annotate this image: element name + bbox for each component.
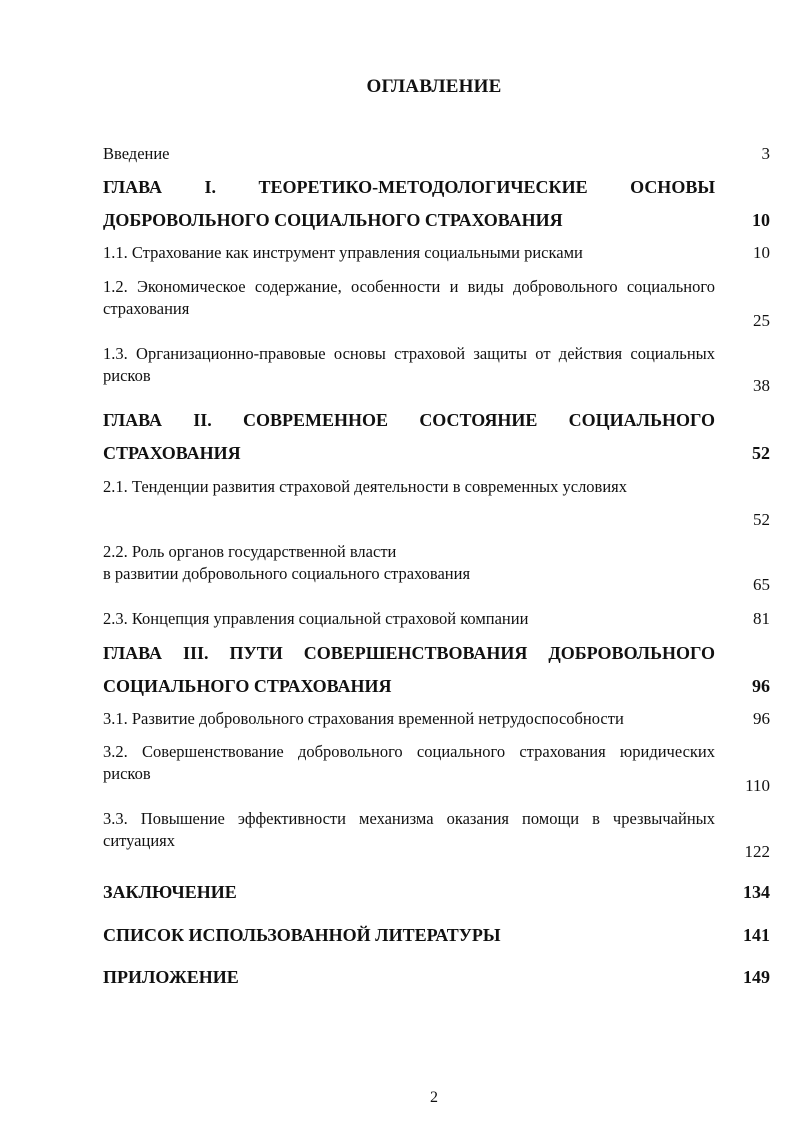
toc-entry-references[interactable] xyxy=(103,924,770,948)
chapter-title-line-1: ГЛАВА II. СОВРЕМЕННОЕ СОСТОЯНИЕ СОЦИАЛЬНОГО xyxy=(103,410,715,430)
chapter-title-line-2: СОЦИАЛЬНОГО СТРАХОВАНИЯ xyxy=(103,676,392,696)
toc-entry-page: 65 xyxy=(753,575,770,594)
toc-entry-label-line-1: 2.2. Роль органов государственной власти xyxy=(103,542,397,561)
toc-entry-page: 81 xyxy=(753,609,770,628)
toc-entry-label: 3.1. Развитие добровольного страхования временной нетрудоспособности xyxy=(103,709,624,728)
toc-entry-conclusion[interactable] xyxy=(103,881,770,905)
toc-entry-introduction[interactable] xyxy=(103,143,770,167)
toc-entry-page: 122 xyxy=(744,842,770,861)
toc-section-3-2[interactable] xyxy=(103,741,770,797)
toc-entry-page: 10 xyxy=(753,243,770,262)
page-number: 2 xyxy=(430,1089,438,1106)
chapter-title xyxy=(103,171,715,237)
toc-entry-label: СПИСОК ИСПОЛЬЗОВАННОЙ ЛИТЕРАТУРЫ xyxy=(103,925,501,945)
toc-entry-page: 10 xyxy=(752,210,770,230)
toc-entry-label xyxy=(103,541,715,585)
toc-entry-label: 2.3. Концепция управления социальной страховой компании xyxy=(103,609,529,628)
chapter-title-line-1: ГЛАВА III. ПУТИ СОВЕРШЕНСТВОВАНИЯ ДОБРОВОЛЬНОГО xyxy=(103,643,715,663)
toc-section-3-3[interactable] xyxy=(103,808,770,864)
toc-entry-page: 25 xyxy=(753,311,770,330)
toc-entry-page: 96 xyxy=(753,709,770,728)
toc-chapter-1[interactable] xyxy=(103,171,770,237)
toc-section-1-2[interactable] xyxy=(103,276,770,332)
toc-entry-page: 134 xyxy=(743,882,770,902)
chapter-title-line-1: ГЛАВА I. ТЕОРЕТИКО-МЕТОДОЛОГИЧЕСКИЕ ОСНОВЫ xyxy=(103,177,715,197)
toc-entry-label: Введение xyxy=(103,144,170,163)
toc-entry-page: 52 xyxy=(753,510,770,529)
toc-section-2-2[interactable] xyxy=(103,541,770,597)
toc-section-3-1[interactable] xyxy=(103,708,770,732)
toc-entry-label: 1.1. Страхование как инструмент управления социальными рисками xyxy=(103,243,583,262)
toc-section-2-3[interactable] xyxy=(103,608,770,632)
toc-entry-page: 141 xyxy=(743,925,770,945)
toc-entry-label: 2.1. Тенденции развития страховой деятельности в современных условиях xyxy=(103,477,628,496)
toc-entry-page: 3 xyxy=(761,144,770,163)
toc-chapter-3[interactable] xyxy=(103,637,770,703)
toc-entry-page: 52 xyxy=(752,443,770,463)
toc-entry-label: ЗАКЛЮЧЕНИЕ xyxy=(103,882,237,902)
toc-entry-label: 1.2. Экономическое содержание, особенности и виды добровольного социального страхования xyxy=(103,277,715,318)
chapter-title xyxy=(103,637,715,703)
toc-entry-appendix[interactable] xyxy=(103,966,770,990)
chapter-title-line-2: ДОБРОВОЛЬНОГО СОЦИАЛЬНОГО СТРАХОВАНИЯ xyxy=(103,210,563,230)
chapter-title xyxy=(103,404,715,470)
toc-section-2-1[interactable] xyxy=(103,476,770,532)
chapter-title-line-2: СТРАХОВАНИЯ xyxy=(103,443,241,463)
toc-entry-label: ПРИЛОЖЕНИЕ xyxy=(103,967,239,987)
toc-section-1-3[interactable] xyxy=(103,343,770,399)
toc-entry-page: 149 xyxy=(743,967,770,987)
toc-entry-label: 1.3. Организационно-правовые основы страховой защиты от действия социальных рисков xyxy=(103,344,715,385)
toc-entry-label: 3.3. Повышение эффективности механизма оказания помощи в чрезвычайных ситуациях xyxy=(103,809,715,850)
toc-entry-label: 3.2. Совершенствование добровольного социального страхования юридических рисков xyxy=(103,742,715,783)
page-title: ОГЛАВЛЕНИЕ xyxy=(366,76,502,97)
toc-entry-page: 110 xyxy=(745,776,770,795)
toc-entry-page: 96 xyxy=(752,676,770,696)
toc-entry-page: 38 xyxy=(753,376,770,395)
toc-section-1-1[interactable] xyxy=(103,242,770,266)
toc-chapter-2[interactable] xyxy=(103,404,770,470)
toc-entry-label-line-2: в развитии добровольного социального страхования xyxy=(103,564,471,583)
